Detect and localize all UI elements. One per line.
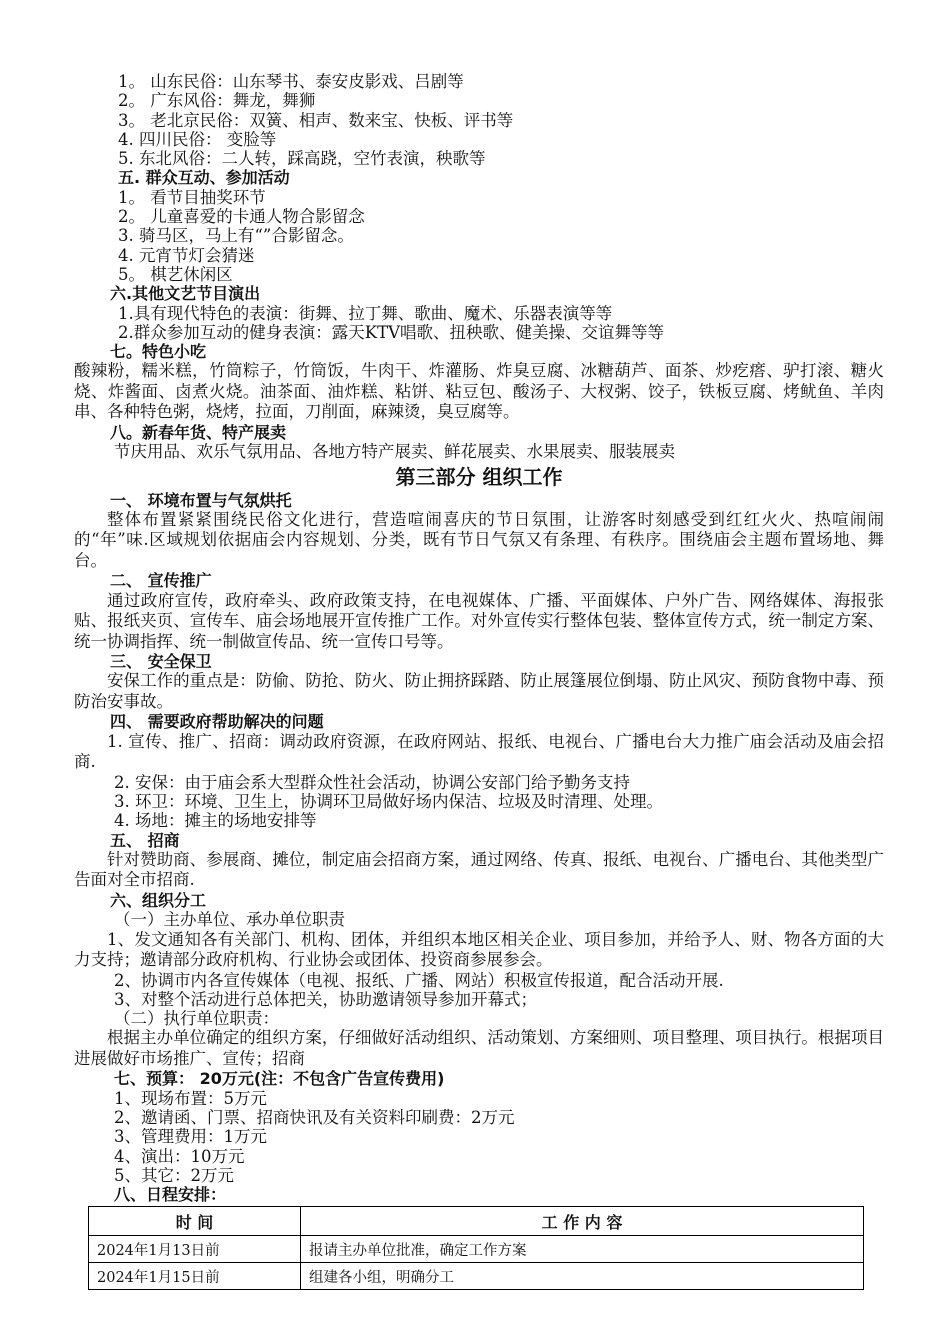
org-paragraph-4-1: 1. 宣传、推广、招商：调动政府资源，在政府网站、报纸、电视台、广播电台大力推广庙会活动及庙会招商. [74, 731, 884, 772]
section5-item: 3. 骑马区，马上有“”合影留念。 [118, 226, 354, 246]
org-subheading-6-2: （二）执行单位职责： [114, 1009, 279, 1029]
org-heading-3: 三、 安全保卫 [110, 652, 212, 672]
section6-item: 2.群众参加互动的健身表演：露天KTV唱歌、扭秧歌、健美操、交谊舞等等 [118, 322, 664, 342]
org-heading-6: 六、组织分工 [110, 890, 207, 910]
table-header-content: 工 作 内 容 [301, 1207, 864, 1236]
budget-item: 1、现场布置：5万元 [114, 1088, 267, 1108]
org-paragraph-5: 针对赞助商、参展商、摊位，制定庙会招商方案，通过网络、传真、报纸、电视台、广播电台、其他类型广告面对全市招商. [74, 849, 884, 890]
org-paragraph-3: 安保工作的重点是：防偷、防抢、防火、防止拥挤踩踏、防止展篷展位倒塌、防止风灾、预防食物中毒、预防治安事故。 [74, 671, 884, 711]
folk-item: 5. 东北风俗：二人转，踩高跷，空竹表演，秧歌等 [118, 149, 486, 169]
org-subheading-6-1: （一）主办单位、承办单位职责 [114, 910, 345, 930]
org-paragraph-4-3: 3. 环卫：环境、卫生上，协调环卫局做好场内保洁、垃圾及时清理、处理。 [114, 792, 663, 812]
budget-item: 3、管理费用：1万元 [114, 1127, 267, 1147]
org-heading-8: 八、日程安排： [114, 1185, 227, 1205]
budget-item: 2、邀请函、门票、招商快讯及有关资料印刷费：2万元 [114, 1108, 515, 1127]
org-heading-2: 二、 宣传推广 [110, 571, 212, 591]
org-heading-4: 四、 需要政府帮助解决的问题 [110, 712, 324, 732]
table-cell-date: 2024年1月13日前 [89, 1236, 301, 1263]
section8-heading: 八。新春年货、特产展卖 [110, 422, 287, 442]
section5-item: 1。 看节目抽奖环节 [118, 187, 266, 207]
section6-heading: 六.其他文艺节目演出 [110, 284, 261, 304]
org-paragraph-6-2: 2、协调市内各宣传媒体（电视、报纸、广播、网站）积极宣传报道，配合活动开展. [114, 970, 724, 990]
org-paragraph-2: 通过政府宣传，政府牵头、政府政策支持，在电视媒体、广播、平面媒体、户外广告、网络媒体、海报张贴、报纸夹页、宣传车、庙会场地展开宣传推广工作。对外宣传实行整体包装、整体宣传方式，统一制定方案、统一协调指挥、统一制做宣传品、统一宣传口号等。 [74, 590, 884, 651]
section5-item: 5。 棋艺休闲区 [118, 264, 233, 284]
table-cell-task: 报请主办单位批准，确定工作方案 [301, 1236, 864, 1263]
folk-item: 1。 山东民俗：山东琴书、泰安皮影戏、吕剧等 [118, 72, 464, 91]
table-header-time: 时 间 [89, 1207, 301, 1236]
table-cell-task: 组建各小组，明确分工 [301, 1263, 864, 1290]
table-row [89, 1236, 864, 1263]
part3-title: 第三部分 组织工作 [395, 464, 563, 489]
folk-item: 4. 四川民俗： 变脸等 [118, 129, 277, 149]
section5-heading: 五. 群众互动、参加活动 [118, 168, 290, 188]
org-heading-1: 一、 环境布置与气氛烘托 [110, 490, 292, 510]
org-heading-7: 七、预算： 20万元(注：不包含广告宣传费用) [114, 1069, 445, 1089]
table-cell-date: 2024年1月15日前 [89, 1263, 301, 1290]
section6-item: 1.具有现代特色的表演：街舞、拉丁舞、歌曲、魔术、乐器表演等等 [118, 303, 613, 323]
folk-item: 3。 老北京民俗：双簧、相声、数来宝、快板、评书等 [118, 110, 514, 130]
document-page [74, 72, 884, 1290]
org-paragraph-6-4: 根据主办单位确定的组织方案，仔细做好活动组织、活动策划、方案细则、项目整理、项目执行。根据项目进展做好市场推广、宣传；招商 [74, 1028, 884, 1068]
table-header-row [89, 1207, 864, 1236]
schedule-table [88, 1206, 864, 1290]
budget-item: 5、其它：2万元 [114, 1165, 234, 1185]
section7-heading: 七。特色小吃 [110, 342, 207, 362]
budget-item: 4、演出：10万元 [114, 1146, 245, 1166]
folk-item: 2。 广东风俗：舞龙，舞狮 [118, 91, 316, 111]
section8-text: 节庆用品、欢乐气氛用品、各地方特产展卖、鲜花展卖、水果展卖、服装展卖 [114, 442, 675, 462]
table-row [89, 1263, 864, 1290]
org-heading-5: 五、 招商 [110, 830, 180, 850]
org-paragraph-6-3: 3、对整个活动进行总体把关，协助邀请领导参加开幕式； [114, 989, 537, 1009]
section5-item: 2。 儿童喜爱的卡通人物合影留念 [118, 207, 365, 227]
org-paragraph-4-2: 2. 安保：由于庙会系大型群众性社会活动，协调公安部门给予勤务支持 [114, 772, 630, 792]
org-paragraph-1: 整体布置紧紧围绕民俗文化进行，营造喧闹喜庆的节日氛围，让游客时刻感受到红红火火、热喧闹闹的“年”味.区域规划依据庙会内容规划、分类，既有节日气氛又有条理、有秩序。围绕庙会主题布置场地、舞台。 [74, 509, 884, 570]
section7-text: 酸辣粉，糯米糕，竹筒粽子，竹筒饭，牛肉干、炸灌肠、炸臭豆腐、冰糖葫芦、面茶、炒疙瘩、驴打滚、糖火烧、炸酱面、卤煮火烧。油茶面、油炸糕、粘饼、粘豆包、酸汤子、大杈粥、饺子，铁板豆腐、烤鱿鱼、羊肉串、各种特色粥，烧烤，拉面，刀削面，麻辣烫，臭豆腐等。 [74, 361, 884, 422]
org-paragraph-6-1: 1、发文通知各有关部门、机构、团体，并组织本地区相关企业、项目参加，并给予人、财、物各方面的大力支持；邀请部分政府机构、行业协会或团体、投资商参展参会。 [74, 929, 884, 970]
org-paragraph-4-4: 4. 场地：摊主的场地安排等 [114, 811, 317, 831]
section5-item: 4. 元宵节灯会猜迷 [118, 245, 255, 265]
